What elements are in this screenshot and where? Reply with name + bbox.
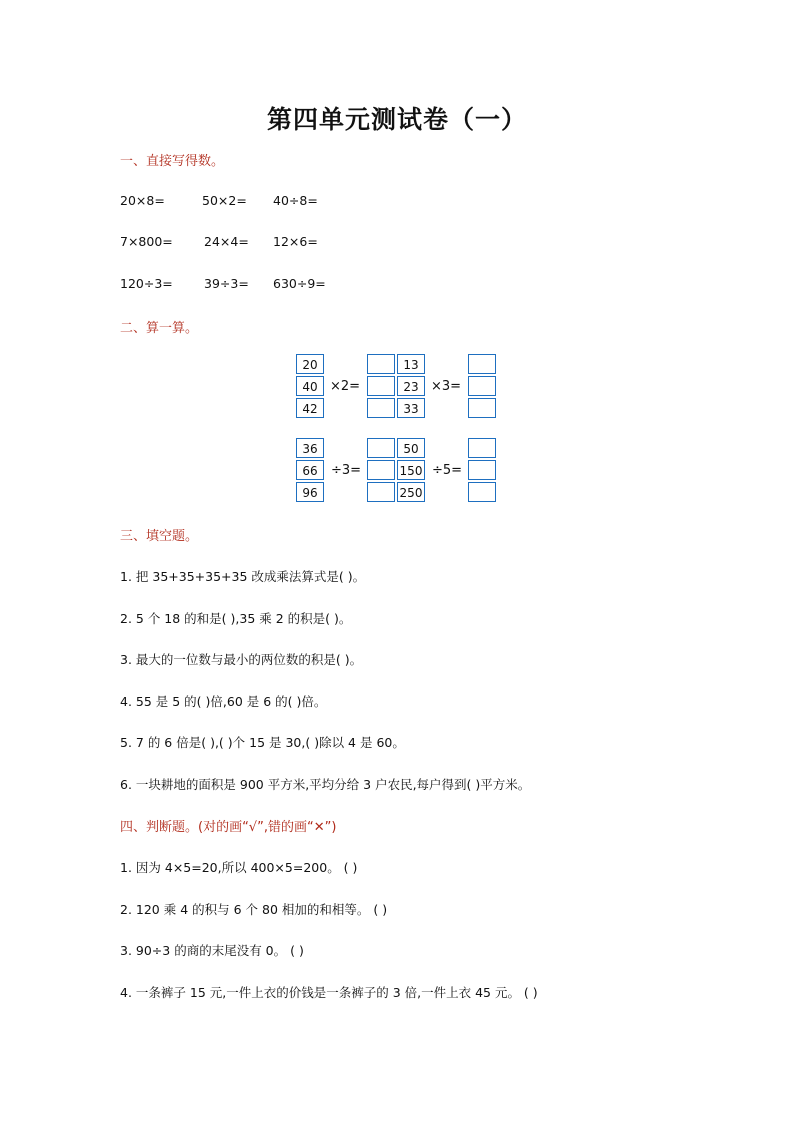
grid-input-cell: 40 [296, 376, 324, 396]
grid-answer-cell[interactable] [468, 460, 496, 480]
grid-answer-cell[interactable] [468, 376, 496, 396]
grid-input-cell: 250 [397, 482, 425, 502]
judge-item-4: 4. 一条裤子 15 元,一件上衣的价钱是一条裤子的 3 倍,一件上衣 45 元。 ( ) [120, 985, 538, 1000]
fill-item-5: 5. 7 的 6 倍是( ),( )个 15 是 30,( )除以 4 是 60。 [120, 735, 405, 750]
grid-answer-cell[interactable] [367, 438, 395, 458]
grid-answer-cell[interactable] [367, 482, 395, 502]
judge-item-3: 3. 90÷3 的商的末尾没有 0。 ( ) [120, 943, 304, 958]
judge-item-1: 1. 因为 4×5=20,所以 400×5=200。 ( ) [120, 860, 358, 875]
fill-item-4: 4. 55 是 5 的( )倍,60 是 6 的( )倍。 [120, 694, 327, 709]
grid-answer-cell[interactable] [367, 376, 395, 396]
grid-operator: ÷5= [432, 463, 463, 478]
fill-item-6: 6. 一块耕地的面积是 900 平方米,平均分给 3 户农民,每户得到( )平方米。 [120, 777, 531, 792]
grid-input-cell: 13 [397, 354, 425, 374]
grid-operator: ÷3= [331, 463, 362, 478]
page-title: 第四单元测试卷（一） [266, 105, 527, 134]
grid-input-cell: 36 [296, 438, 324, 458]
section-heading-1: 一、直接写得数。 [120, 154, 225, 169]
grid-input-cell: 150 [397, 460, 425, 480]
grid-answer-cell[interactable] [468, 398, 496, 418]
problem-1-1: 20×8= [120, 193, 165, 208]
problem-2-1: 7×800= [120, 234, 173, 249]
grid-operator: ×2= [330, 379, 361, 394]
fill-item-2: 2. 5 个 18 的和是( ),35 乘 2 的积是( )。 [120, 611, 352, 626]
problem-2-3: 12×6= [273, 234, 318, 249]
grid-answer-cell[interactable] [468, 354, 496, 374]
grid-input-cell: 42 [296, 398, 324, 418]
grid-answer-cell[interactable] [468, 438, 496, 458]
problem-1-2: 50×2= [202, 193, 247, 208]
grid-input-cell: 33 [397, 398, 425, 418]
fill-item-1: 1. 把 35+35+35+35 改成乘法算式是( )。 [120, 569, 366, 584]
grid-input-cell: 20 [296, 354, 324, 374]
judge-item-2: 2. 120 乘 4 的积与 6 个 80 相加的和相等。 ( ) [120, 902, 388, 917]
section-heading-3: 三、填空题。 [120, 529, 199, 544]
problem-3-2: 39÷3= [204, 276, 249, 291]
grid-operator: ×3= [431, 379, 462, 394]
problem-2-2: 24×4= [204, 234, 249, 249]
grid-answer-cell[interactable] [367, 460, 395, 480]
grid-input-cell: 96 [296, 482, 324, 502]
problem-3-1: 120÷3= [120, 276, 173, 291]
grid-answer-cell[interactable] [468, 482, 496, 502]
grid-input-cell: 66 [296, 460, 324, 480]
grid-input-cell: 23 [397, 376, 425, 396]
grid-answer-cell[interactable] [367, 354, 395, 374]
fill-item-3: 3. 最大的一位数与最小的两位数的积是( )。 [120, 652, 363, 667]
grid-input-cell: 50 [397, 438, 425, 458]
section-heading-2: 二、算一算。 [120, 321, 199, 336]
grid-answer-cell[interactable] [367, 398, 395, 418]
section-heading-4: 四、判断题。(对的画“√”,错的画“✕”) [120, 820, 337, 835]
problem-3-3: 630÷9= [273, 276, 326, 291]
problem-1-3: 40÷8= [273, 193, 318, 208]
